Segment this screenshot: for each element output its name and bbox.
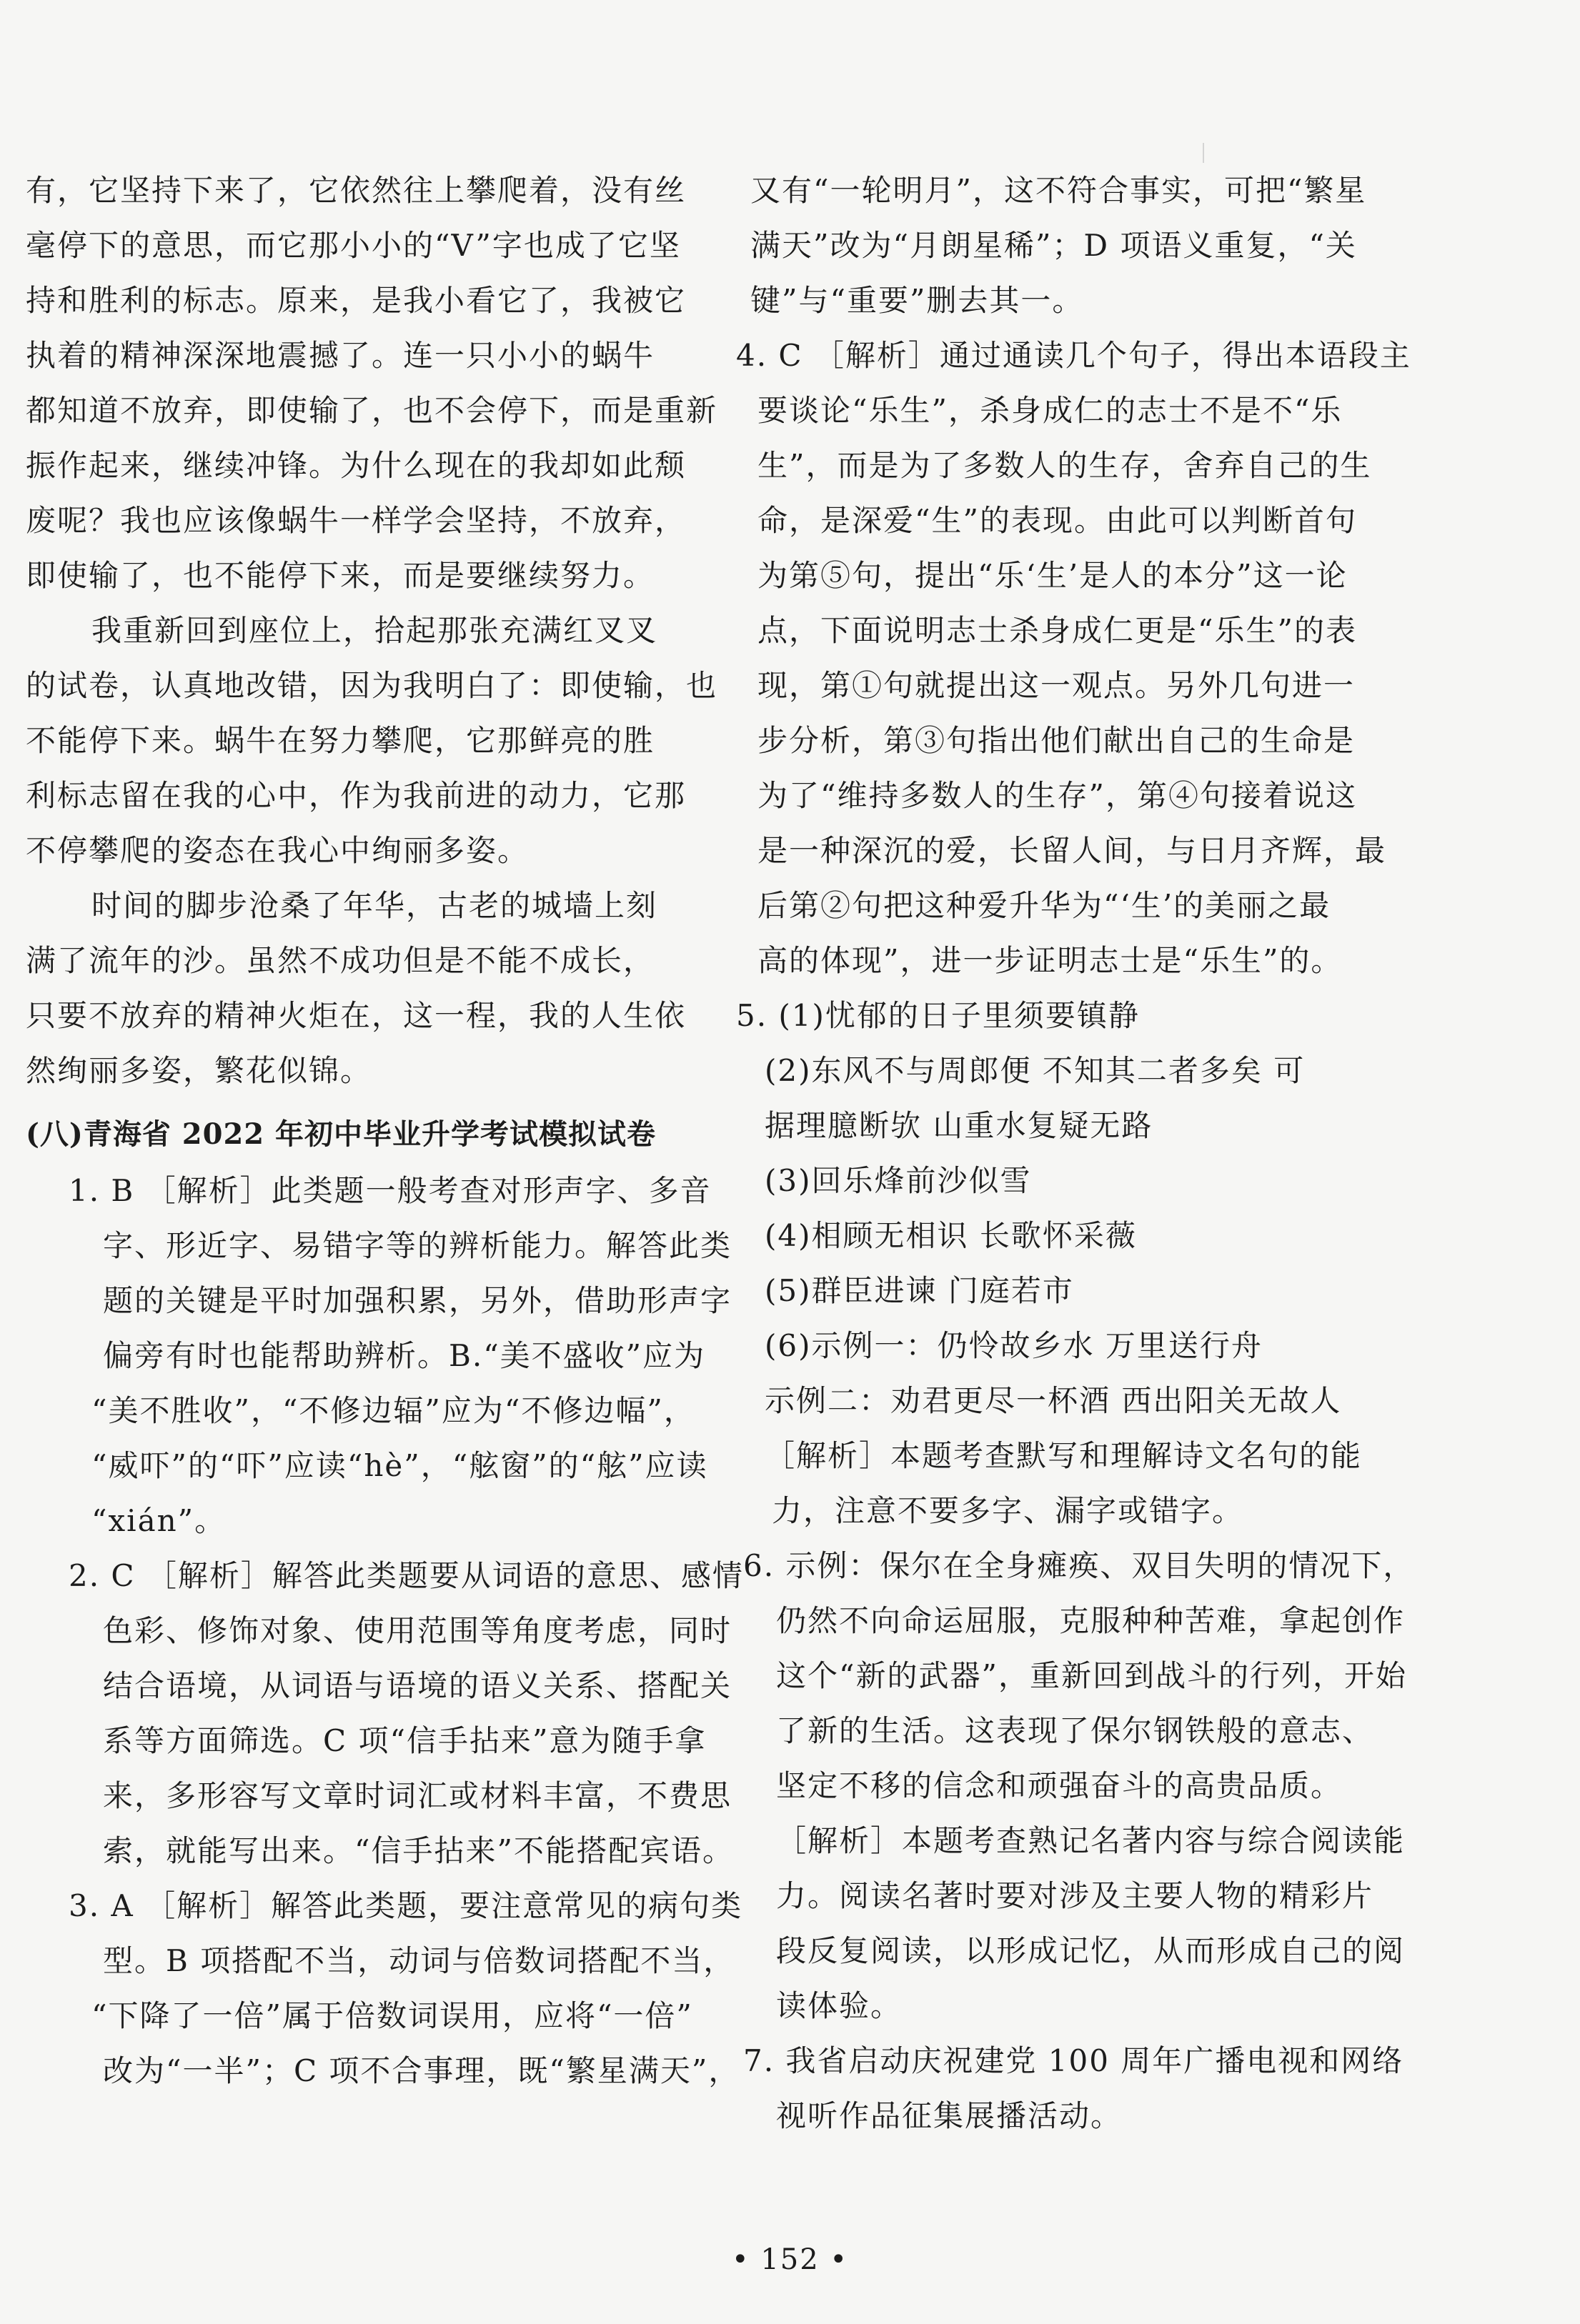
text-line: 不能停下来。蜗牛在努力攀爬，它那鲜亮的胜 [26,723,655,758]
answer-2 [26,1548,744,1878]
text-line: “下降了一倍”属于倍数词误用，应将“一倍” [91,1998,693,2033]
text-line: 即使输了，也不能停下来，而是要继续努力。 [26,558,655,593]
answer-3 [26,1878,743,2098]
text-line: 坚定不移的信念和顽强奋斗的高贵品质。 [776,1768,1343,1803]
page-number: • 152 • [732,2243,848,2276]
text-line: “威吓”的“吓”应读“hè”，“舷窗”的“舷”应读 [91,1448,708,1483]
text-line: 了新的生活。这表现了保尔钢铁般的意志、 [776,1713,1374,1748]
text-line: 改为“一半”；C 项不合事理，既“繁星满天”， [103,2053,740,2088]
text-line: 7. 我省启动庆祝建党 100 周年广播电视和网络 [743,2043,1404,2078]
text-line: 利标志留在我的心中，作为我前进的动力，它那 [26,778,687,813]
text-line: 键”与“重要”删去其一。 [750,283,1084,318]
text-line: 为了“维持多数人的生存”，第④句接着说这 [757,778,1357,813]
text-line: 来，多形容写文章时词汇或材料丰富，不费思 [103,1778,732,1813]
text-line: (4)相顾无相识 长歌怀采薇 [765,1218,1137,1253]
text-line: 后第②句把这种爱升华为“‘生’的美丽之最 [757,888,1331,923]
answer-1 [26,1163,732,1548]
text-line: 色彩、修饰对象、使用范围等角度考虑，同时 [103,1613,732,1648]
text-line: 段反复阅读，以形成记忆，从而形成自己的阅 [776,1933,1406,1968]
text-line: 力。阅读名著时要对涉及主要人物的精彩片 [776,1878,1374,1913]
essay-paragraph-2 [26,603,718,878]
text-line: 的试卷，认真地改错，因为我明白了：即使输，也 [26,668,718,703]
text-line: (5)群臣进谏 门庭若市 [765,1273,1074,1308]
text-line: 执着的精神深深地震撼了。连一只小小的蜗牛 [26,338,655,373]
text-line: “xián”。 [91,1503,227,1538]
text-line: 视听作品征集展播活动。 [776,2098,1123,2133]
text-line: 读体验。 [776,1988,903,2023]
text-line: 4. C ［解析］通过通读几个句子，得出本语段主 [736,338,1411,373]
text-line: 结合语境，从词语与语境的语义关系、搭配关 [103,1668,732,1703]
text-line: 高的体现”，进一步证明志士是“乐生”的。 [757,943,1343,978]
text-line: 步分析，第③句指出他们献出自己的生命是 [757,723,1356,758]
scan-mark [1203,143,1204,163]
text-line: 点，下面说明志士杀身成仁更是“乐生”的表 [757,613,1357,648]
left-column [26,163,744,2098]
text-line: 不停攀爬的姿态在我心中绚丽多姿。 [26,833,530,868]
text-line: 只要不放弃的精神火炬在，这一程，我的人生依 [26,998,687,1033]
text-line: 力，注意不要多字、漏字或错字。 [772,1493,1244,1528]
right-column [736,163,1536,2143]
answer-6 [736,1538,1536,2033]
text-line: 要谈论“乐生”，杀身成仁的志士不是不“乐 [757,393,1343,428]
text-line: 3. A ［解析］解答此类题，要注意常见的病句类 [69,1888,743,1923]
text-line: 2. C ［解析］解答此类题要从词语的意思、感情 [69,1558,744,1593]
text-line: 持和胜利的标志。原来，是我小看它了，我被它 [26,283,687,318]
text-line: 示例二：劝君更尽一杯酒 西出阳关无故人 [765,1383,1342,1418]
text-line: 题的关键是平时加强积累，另外，借助形声字 [103,1283,732,1318]
answer-4 [736,328,1536,988]
text-line: ［解析］本题考查默写和理解诗文名句的能 [765,1438,1363,1473]
text-line: 型。B 项搭配不当，动词与倍数词搭配不当， [103,1943,735,1978]
text-line: 都知道不放弃，即使输了，也不会停下，而是重新 [26,393,718,428]
text-line: 据理臆断欤 山重水复疑无路 [765,1108,1153,1143]
text-line: 满天”改为“月朗星稀”；D 项语义重复，“关 [750,228,1357,263]
answer-5 [736,988,1536,1538]
text-line: 5. (1)忧郁的日子里须要镇静 [736,998,1140,1033]
text-line: “美不胜收”，“不修边辐”应为“不修边幅”， [91,1393,695,1428]
text-line: 振作起来，继续冲锋。为什么现在的我却如此颓 [26,448,687,483]
text-line: (3)回乐烽前沙似雪 [765,1163,1032,1198]
text-line: 仍然不向命运屈服，克服种种苦难，拿起创作 [776,1603,1406,1638]
text-line: 是一种深沉的爱，长留人间，与日月齐辉，最 [757,833,1387,868]
text-line: (6)示例一：仍怜故乡水 万里送行舟 [765,1328,1263,1363]
text-line: 然绚丽多姿，繁花似锦。 [26,1053,372,1088]
text-line: 又有“一轮明月”，这不符合事实，可把“繁星 [750,173,1367,208]
text-line: 生”，而是为了多数人的生存，舍弃自己的生 [757,448,1372,483]
text-line: 时间的脚步沧桑了年华，古老的城墙上刻 [91,888,658,923]
text-line: (2)东风不与周郎便 不知其二者多矣 可 [765,1053,1306,1088]
answer-7 [736,2033,1536,2143]
section-heading: (八)青海省 2022 年初中毕业升学考试模拟试卷 [26,1117,657,1151]
text-line: 字、形近字、易错字等的辨析能力。解答此类 [103,1228,732,1263]
text-line: ［解析］本题考查熟记名著内容与综合阅读能 [776,1823,1406,1858]
text-line: 1. B ［解析］此类题一般考查对形声字、多音 [69,1173,712,1208]
answer-3-continued [736,163,1536,328]
text-line: 废呢？我也应该像蜗牛一样学会坚持，不放弃， [26,503,687,538]
text-line: 这个“新的武器”，重新回到战斗的行列，开始 [776,1658,1407,1693]
text-line: 为第⑤句，提出“乐‘生’是人的本分”这一论 [757,558,1348,593]
text-line: 现，第①句就提出这一观点。另外几句进一 [757,668,1356,703]
text-line: 有，它坚持下来了，它依然往上攀爬着，没有丝 [26,173,687,208]
text-line: 系等方面筛选。C 项“信手拈来”意为随手拿 [103,1723,707,1758]
text-line: 我重新回到座位上，拾起那张充满红叉叉 [91,613,658,648]
essay-paragraph-3 [26,878,697,1098]
essay-paragraph-1 [26,163,718,603]
text-line: 6. 示例：保尔在全身瘫痪、双目失明的情况下， [743,1548,1415,1583]
text-line: 满了流年的沙。虽然不成功但是不能不成长， [26,943,655,978]
text-line: 偏旁有时也能帮助辨析。B.“美不盛收”应为 [103,1338,706,1373]
text-line: 索，就能写出来。“信手拈来”不能搭配宾语。 [103,1833,734,1868]
text-line: 命，是深爱“生”的表现。由此可以判断首句 [757,503,1357,538]
text-line: 毫停下的意思，而它那小小的“V”字也成了它坚 [26,228,681,263]
